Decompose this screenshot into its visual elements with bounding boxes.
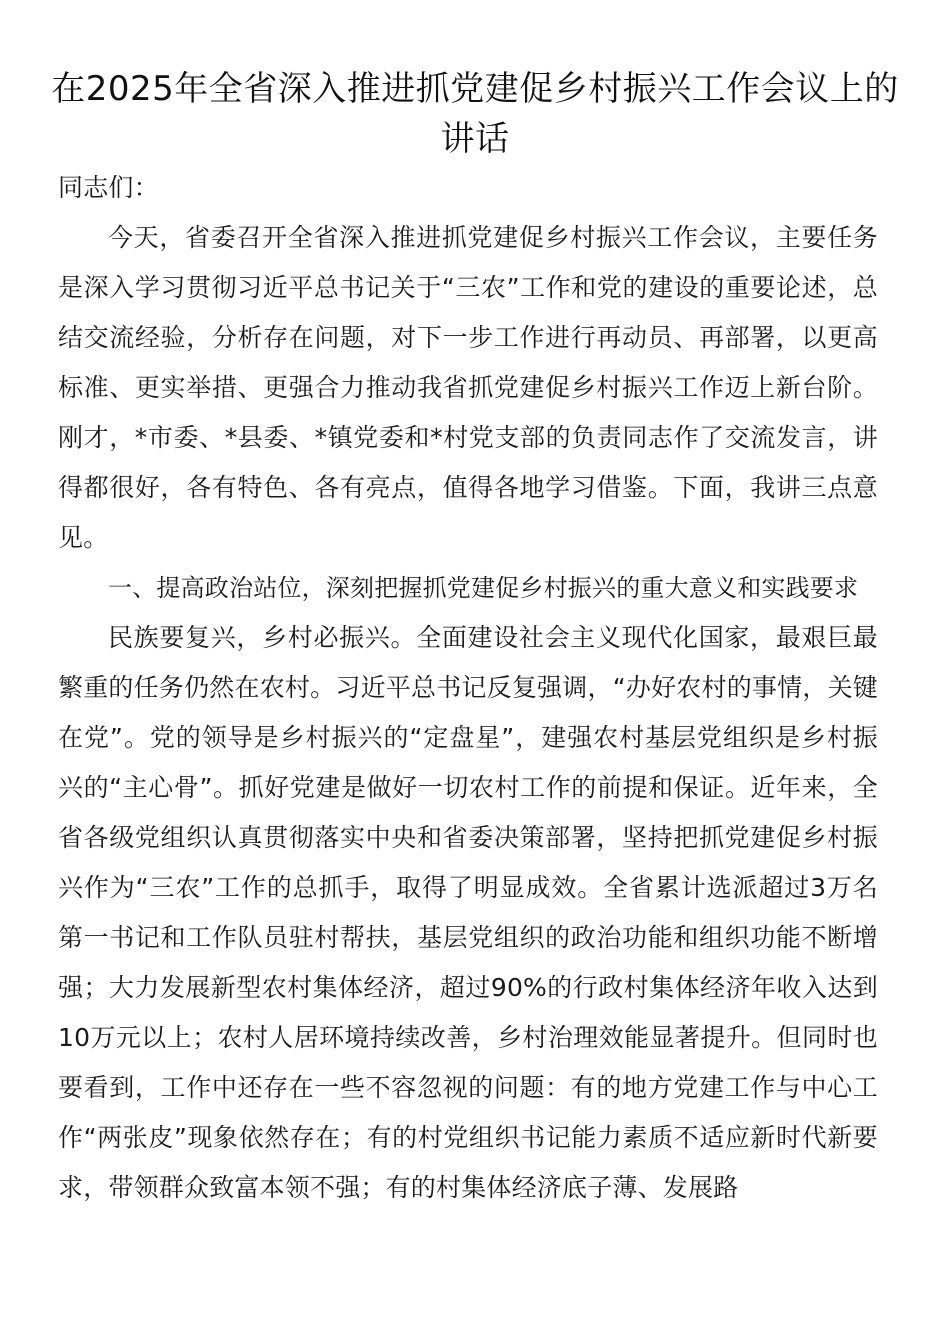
document-title: 在2025年全省深入推进抓党建促乡村振兴工作会议上的讲话 [51, 69, 899, 159]
section-1-paragraph: 民族要复兴，乡村必振兴。全面建设社会主义现代化国家，最艰巨最繁重的任务仍然在农村。习近平总书记反复强调，“办好农村的事情，关键在党”。党的领导是乡村振兴的“定盘星”，建强农村基层党组织是乡村振兴的“主心骨”。抓好党建是做好一切农村工作的前提和保证。近年来，全省各级党组织认真贯彻落实中央和省委决策部署，坚持把抓党建促乡村振兴作为“三农”工作的总抓手，取得了明显成效。全省累计选派超过3万名第一书记和工作队员驻村帮扶，基层党组织的政治功能和组织功能不断增强；大力发展新型农村集体经济，超过90%的行政村集体经济年收入达到10万元以上；农村人居环境持续改善，乡村治理效能显著提升。但同时也要看到，工作中还存在一些不容忽视的问题：有的地方党建工作与中心工作“两张皮”现象依然存在；有的村党组织书记能力素质不适应新时代新要求，带领群众致富本领不强；有的村集体经济底子薄、发展路 [58, 623, 878, 1202]
section-1-heading: 一、提高政治站位，深刻把握抓党建促乡村振兴的重大意义和实践要求 [108, 574, 859, 602]
intro-paragraph: 今天，省委召开全省深入推进抓党建促乡村振兴工作会议，主要任务是深入学习贯彻习近平总书记关于“三农”工作和党的建设的重要论述，总结交流经验，分析存在问题，对下一步工作进行再动员、再部署，以更高标准、更实举措、更强合力推动我省抓党建促乡村振兴工作迈上新台阶。刚才，*市委、*县委、*镇党委和*村党支部的负责同志作了交流发言，讲得都很好，各有特色、各有亮点，值得各地学习借鉴。下面，我讲三点意见。 [58, 223, 878, 552]
salutation: 同志们： [58, 173, 159, 202]
document-body [58, 163, 878, 1213]
